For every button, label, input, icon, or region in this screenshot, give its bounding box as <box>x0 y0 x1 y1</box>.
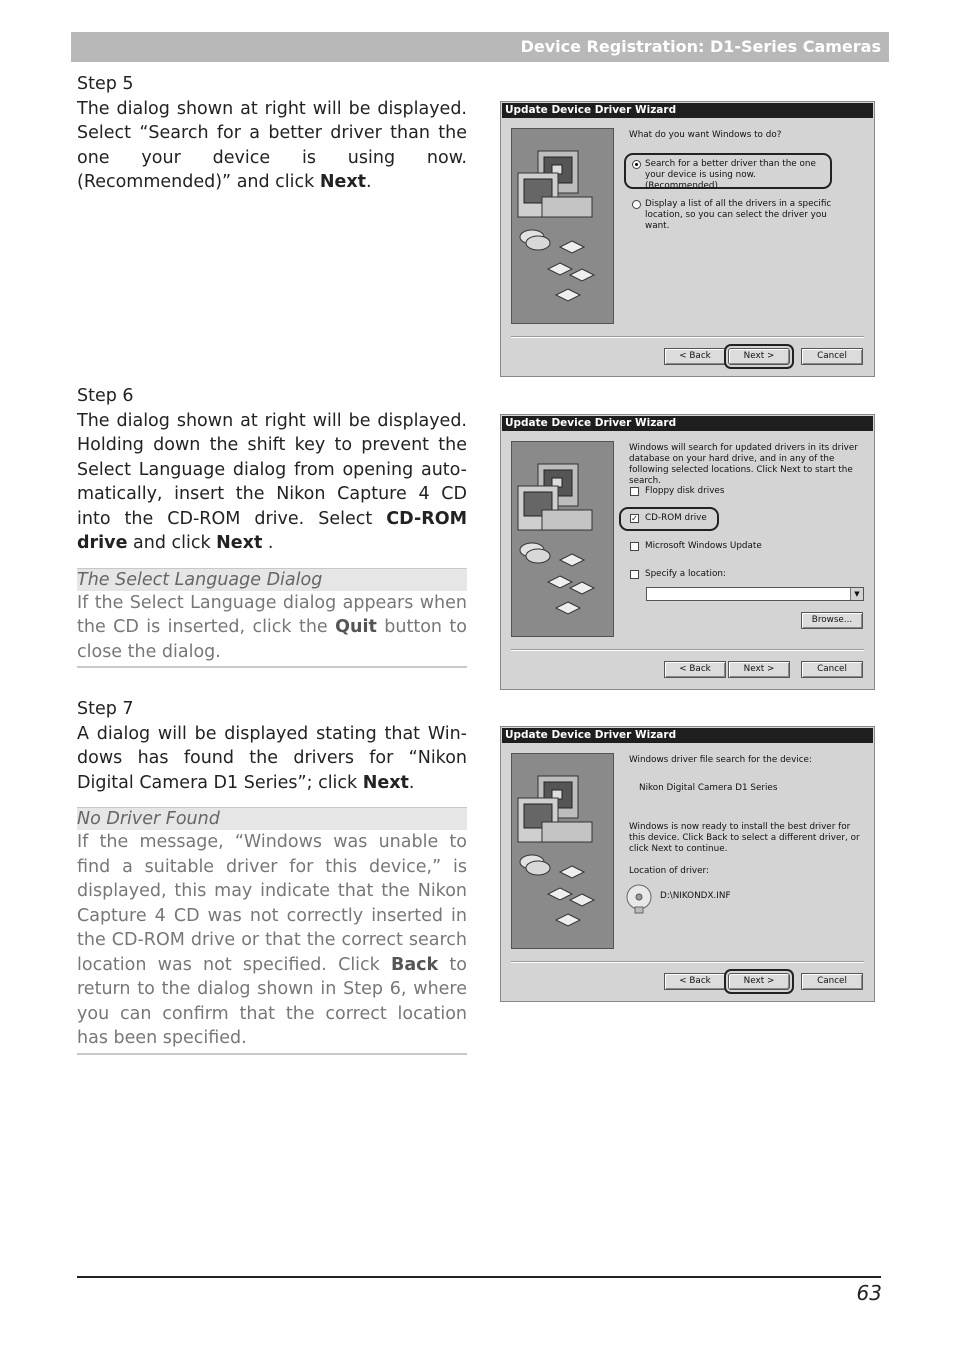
update-driver-dialog-step5 <box>500 101 875 377</box>
dialog-title: Update Device Driver Wizard <box>502 103 873 118</box>
dialog-line2: Windows is now ready to install the best driver for this device. Click Back to select a different driver, or click Next to continue. <box>629 822 860 854</box>
wizard-illustration <box>511 128 614 324</box>
cancel-button[interactable]: Cancel <box>801 348 863 365</box>
step7-text: A dialog will be displayed stating that Win-dows has found the drivers for “Nikon Digital Camera D1 Series”; click Next. <box>77 723 467 793</box>
msupdate-checkbox[interactable] <box>630 542 639 551</box>
back-button[interactable]: < Back <box>664 973 726 990</box>
location-combo[interactable] <box>646 587 864 601</box>
dialog-title: Update Device Driver Wizard <box>502 728 873 743</box>
floppy-label[interactable]: Floppy disk drives <box>645 486 725 496</box>
next-button[interactable]: Next > <box>728 661 790 678</box>
option-search-radio[interactable] <box>632 160 641 169</box>
dialog-title: Update Device Driver Wizard <box>502 416 873 431</box>
browse-button[interactable]: Browse... <box>801 612 863 629</box>
page-number: 63 <box>856 1281 882 1305</box>
location-label: Location of driver: <box>629 866 709 876</box>
cancel-button[interactable]: Cancel <box>801 661 863 678</box>
computer-cd-icon <box>512 129 613 323</box>
update-driver-dialog-step7 <box>500 726 875 1002</box>
wizard-illustration <box>511 441 614 637</box>
dialog-separator <box>511 649 864 651</box>
location-checkbox[interactable] <box>630 570 639 579</box>
cancel-button[interactable]: Cancel <box>801 973 863 990</box>
cdrom-label[interactable]: CD-ROM drive <box>645 513 707 523</box>
back-button[interactable]: < Back <box>664 348 726 365</box>
select-language-note <box>77 568 467 669</box>
cd-disc-icon <box>623 883 655 915</box>
msupdate-label[interactable]: Microsoft Windows Update <box>645 541 762 551</box>
next-button[interactable]: Next > <box>728 348 790 365</box>
page-header: Device Registration: D1-Series Cameras <box>71 32 889 62</box>
option-search-label[interactable]: Search for a better driver than the one your device is using now. (Recommended) <box>645 159 816 191</box>
footer-rule <box>77 1276 881 1278</box>
computer-cd-icon <box>512 754 613 948</box>
dialog-separator <box>511 961 864 963</box>
update-driver-dialog-step6 <box>500 414 875 690</box>
location-value: D:\NIKONDX.INF <box>660 891 731 901</box>
dialog-question: What do you want Windows to do? <box>629 130 782 140</box>
dialog-separator <box>511 336 864 338</box>
step5-title: Step 5 <box>77 74 134 94</box>
note-title: No Driver Found <box>77 807 467 830</box>
wizard-illustration <box>511 753 614 949</box>
step5-section <box>77 72 467 195</box>
dialog-line1: Windows driver file search for the device: <box>629 755 812 765</box>
option-list-radio[interactable] <box>632 200 641 209</box>
cdrom-checkbox[interactable]: ✓ <box>631 514 638 523</box>
floppy-checkbox[interactable] <box>630 487 639 496</box>
dialog-intro: Windows will search for updated drivers in its driver database on your hard drive, and in any of the following selected locations. Click Next to start the search. <box>629 443 858 486</box>
step7-title: Step 7 <box>77 699 134 719</box>
location-label[interactable]: Specify a location: <box>645 569 726 579</box>
next-button[interactable]: Next > <box>728 973 790 990</box>
computer-cd-icon <box>512 442 613 636</box>
note-text: If the Select Language dialog appears when the CD is inserted, click the Quit button to close the dialog. <box>77 592 467 662</box>
no-driver-note <box>77 807 467 1055</box>
device-name: Nikon Digital Camera D1 Series <box>639 783 778 793</box>
option-list-label[interactable]: Display a list of all the drivers in a specific location, so you can select the driver you want. <box>645 199 832 231</box>
note-title: The Select Language Dialog <box>77 568 467 591</box>
back-button[interactable]: < Back <box>664 661 726 678</box>
step7-section <box>77 697 467 1055</box>
step6-section <box>77 384 467 668</box>
chevron-down-icon[interactable]: ▼ <box>850 588 863 600</box>
step6-title: Step 6 <box>77 386 134 406</box>
step6-text: The dialog shown at right will be displayed. Holding down the shift key to prevent the Select Language dialog from opening auto-matically, insert the Nikon Capture 4 CD into the CD-ROM drive. Select CD-ROM drive and click Next . <box>77 410 467 553</box>
note-text: If the message, “Windows was unable to find a suitable driver for this device,” is displayed, this may indicate that the Nikon Capture 4 CD was not correctly inserted in the CD-ROM drive or that the correct search location was not specified. Click Back to return to the dialog shown in Step 6, where you can confirm that the correct location has been specified. <box>77 832 467 1048</box>
step5-text: The dialog shown at right will be displayed. Select “Search for a better driver than the one your device is using now. (Recommended)” and click Next. <box>77 98 467 192</box>
